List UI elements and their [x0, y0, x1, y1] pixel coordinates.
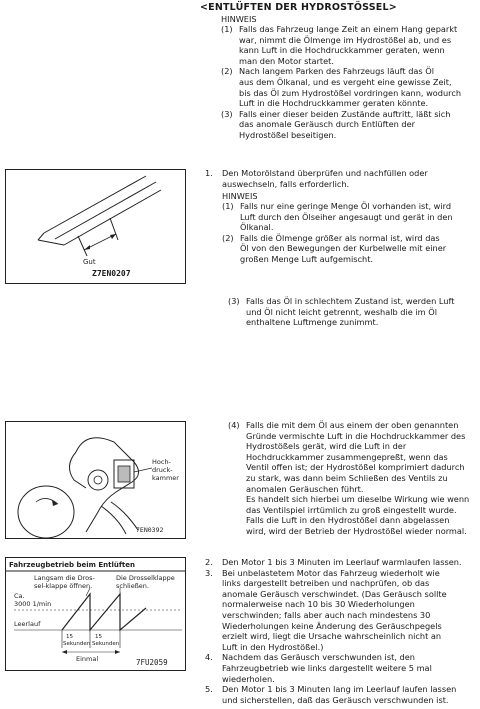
- paragraph-line: enthaltene Luftmenge zunimmt.: [246, 317, 379, 328]
- list-item: [221, 109, 476, 141]
- item-line: Fahrzeugbetrieb wie links dargestellt weitere 5 mal: [222, 662, 432, 673]
- item-line: Falls das Fahrzeug lange Zeit an einem Hang geparkt: [239, 24, 458, 34]
- item-line: war, nimmt die Ölmenge im Hydrostößel ab, und es: [239, 34, 452, 45]
- page-title: <ENTLÜFTEN DER HYDROSTÖSSEL>: [200, 2, 397, 13]
- item-number: (2): [221, 66, 233, 77]
- item-line: Öl von den Bewegungen der Kurbelwelle mit einer: [240, 243, 447, 254]
- paragraph-line: Hochdruckkammer zusammengepreßt, wenn das: [246, 451, 448, 462]
- chamber-label-2: druck-: [152, 466, 173, 474]
- item-line: Bei unbelastetem Motor das Fahrzeug wiederholt wie: [222, 567, 440, 578]
- sec1-unit: Sekunden: [63, 641, 91, 647]
- item-number: 2.: [205, 557, 213, 567]
- item-line: Hydrostößel beseitigen.: [239, 129, 337, 140]
- item-line: Falls die Ölmenge größer als normal ist, wird das: [240, 232, 440, 243]
- item-line: Falls nur eine geringe Menge Öl vorhanden ist, wird: [240, 201, 452, 211]
- item-line: verschwinden; falls aber auch nach mindestens 30: [222, 609, 431, 620]
- paragraph-line: Den Motorölstand überprüfen und nachfüllen oder: [222, 168, 428, 178]
- item-number: 1.: [205, 168, 213, 178]
- figure-valve-stem: [5, 169, 186, 284]
- list-item: [205, 652, 479, 684]
- item-number: (3): [228, 296, 240, 306]
- figure-code-2: 7EN0392: [136, 526, 164, 534]
- chamber-label-3: kammer: [152, 474, 179, 482]
- hinweis-heading: HINWEIS: [221, 14, 257, 24]
- list-item: [205, 568, 479, 653]
- item-number: 4.: [205, 652, 213, 663]
- item-line: aus dem Ölkanal, und es vergeht eine gewisse Zeit,: [239, 76, 452, 87]
- item-number: (1): [221, 24, 233, 34]
- sec2-unit: Sekunden: [92, 641, 120, 647]
- paragraph: [205, 168, 477, 189]
- item-line: Luft in den Hydrostößel.): [222, 641, 324, 652]
- ca-label: Ca.: [14, 592, 25, 600]
- paragraph-line: Falls das Öl in schlechtem Zustand ist, werden Luft: [246, 296, 455, 306]
- item-line: anomale Geräusch verschwindet. (Das Geräusch sollte: [222, 588, 447, 599]
- item-number: (4): [228, 420, 240, 430]
- item-line: kann Luft in die Hochdruckkammer geraten, wenn: [239, 45, 445, 56]
- item-line: links dargestellt betreiben und nachprüfen, ob das: [222, 578, 430, 589]
- figure-operation-diagram: [5, 557, 186, 671]
- step-1: [205, 168, 477, 189]
- item-line: wiederholen.: [222, 673, 275, 684]
- left-label-2: sel-klappe öffnen.: [34, 582, 93, 590]
- list-item: [221, 24, 476, 66]
- item-line: Luft durch den Ölseiher angesaugt und gerät in den: [240, 211, 453, 222]
- paragraph-line: Falls die mit dem Öl aus einem der oben genannten: [246, 420, 459, 430]
- paragraph-line: zu stark, was dann beim Schließen des Ventils zu: [246, 472, 448, 483]
- right-label-2: schließen.: [116, 582, 149, 590]
- left-label-1: Langsam die Dros-: [34, 574, 95, 582]
- list-item: [222, 233, 477, 265]
- list-item: [205, 684, 479, 705]
- item-line: Nach langem Parken des Fahrzeugs läuft das Öl: [239, 66, 435, 77]
- hinweis-top-list: [221, 24, 476, 141]
- item-line: Falls einer dieser beiden Zustände auftritt, läßt sich: [239, 108, 451, 119]
- rocker-arm-illustration: [6, 422, 185, 538]
- item-line: großen Menge Luft aufgemischt.: [240, 253, 374, 264]
- list-item: [221, 66, 476, 108]
- list-item: [205, 557, 479, 568]
- sec1-num: 15: [66, 634, 73, 640]
- valve-stem-illustration: [6, 170, 185, 283]
- paragraph-line: Ventil offen ist; der Hydrostößel komprimiert dadurch: [246, 462, 465, 473]
- operation-graph: [6, 558, 185, 670]
- note-4: [228, 420, 478, 537]
- steps-list: [205, 557, 479, 705]
- paragraph-line: auswechseln, falls erforderlich.: [222, 178, 350, 189]
- paragraph: [228, 296, 478, 328]
- idle-label: Leerlauf: [14, 620, 41, 628]
- item-number: (3): [221, 108, 233, 119]
- sec2-num: 15: [95, 634, 102, 640]
- list-item: [222, 201, 477, 233]
- item-line: bis das Öl zum Hydrostößel vordringen kann, wodurch: [239, 87, 462, 98]
- figure-rocker-arm: [5, 421, 186, 539]
- item-line: Den Motor 1 bis 3 Minuten im Leerlauf warmlaufen lassen.: [222, 557, 462, 567]
- gut-label: Gut: [83, 258, 96, 266]
- item-line: man den Motor startet.: [239, 55, 334, 66]
- figure-code: Z7EN0207: [92, 269, 131, 278]
- paragraph-line: das Ventilspiel irrtümlich zu groß eingestellt wurde.: [246, 504, 457, 515]
- hinweis-2-list: [222, 201, 477, 265]
- paragraph-line: Es handelt sich hierbei um dieselbe Wirkung wie wenn: [246, 494, 470, 505]
- paragraph-line: Gründe vermischte Luft in die Hochdruckkammer des: [246, 430, 466, 441]
- item-line: Ölkanal.: [240, 222, 274, 233]
- item-number: 5.: [205, 684, 213, 695]
- item-line: Den Motor 1 bis 3 Minuten lang im Leerlauf laufen lassen: [222, 684, 457, 695]
- paragraph-line: und Öl nicht leicht getrennt, weshalb die im Öl: [246, 306, 437, 317]
- diagram-title: Fahrzeugbetrieb beim Entlüften: [9, 561, 136, 569]
- item-number: (1): [222, 201, 234, 211]
- item-number: 3.: [205, 567, 213, 578]
- paragraph-line: Hydrostößels gerät, wird die Luft in der: [246, 441, 407, 452]
- once-label: Einmal: [76, 655, 99, 663]
- item-number: (2): [222, 232, 234, 243]
- rpm-label: 3000 1/min: [14, 600, 52, 608]
- paragraph-line: Falls die Luft in den Hydrostößel dann abgelassen: [246, 515, 450, 526]
- paragraph-line: anomalen Geräuschen führt.: [246, 483, 364, 494]
- item-line: Luft in die Hochdruckkammer geraten könnte.: [239, 98, 429, 109]
- paragraph: [228, 420, 478, 537]
- item-line: erzielt wird, liegt die Ursache wahrscheinlich nicht an: [222, 631, 442, 642]
- paragraph-line: wird, wird der Betrieb der Hydrostößel wieder normal.: [246, 525, 467, 536]
- item-line: normalerweise nach 10 bis 30 Wiederholungen: [222, 599, 415, 610]
- hinweis-heading-2: HINWEIS: [222, 191, 258, 201]
- item-line: das anomale Geräusch durch Entlüften der: [239, 119, 415, 130]
- item-line: Nachdem das Geräusch verschwunden ist, den: [222, 652, 415, 663]
- figure-code-3: 7FU2059: [136, 658, 168, 667]
- chamber-label-1: Hoch-: [152, 458, 171, 466]
- item-line: und sicherstellen, daß das Geräusch verschwunden ist.: [222, 694, 449, 705]
- right-label-1: Die Drosselklappe: [116, 574, 175, 582]
- note-3: [228, 296, 478, 328]
- item-line: Wiederholungen keine Änderung des Geräuschpegels: [222, 620, 442, 631]
